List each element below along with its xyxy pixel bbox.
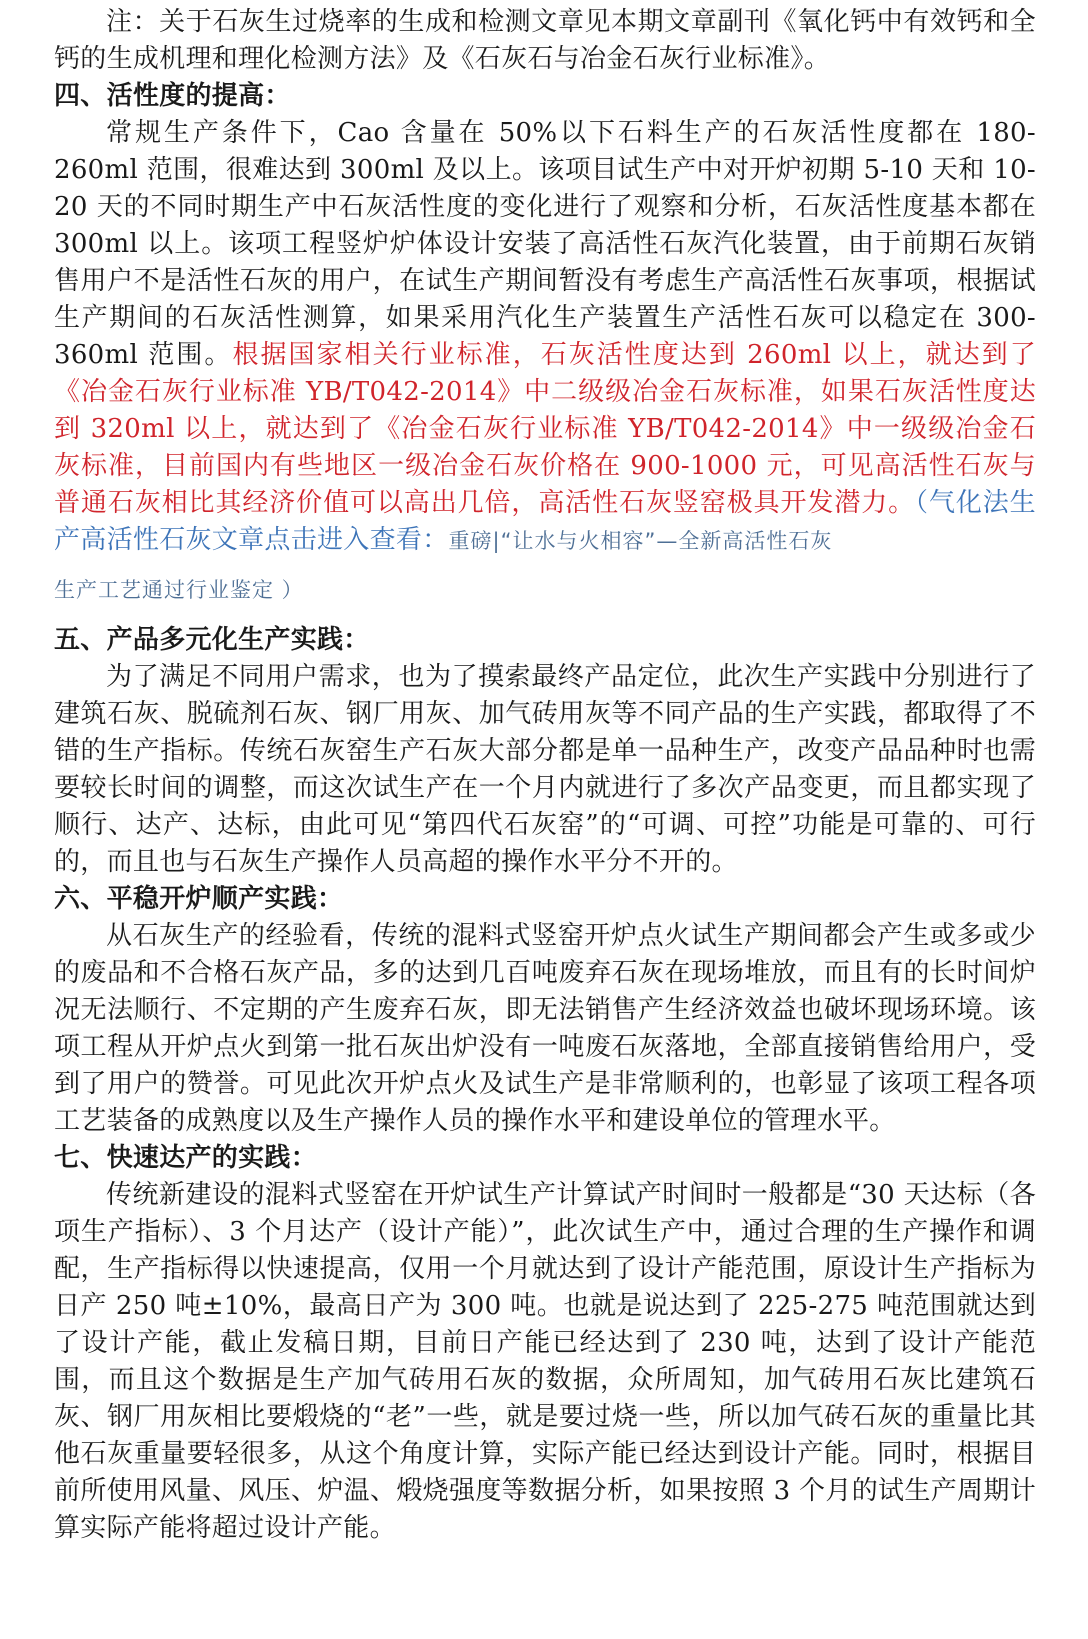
section-4-body-text: 常规生产条件下，Cao 含量在 50%以下石料生产的石灰活性度都在 180-260ml 范围，很难达到 300ml 及以上。该项目试生产中对开炉初期 5-10 天和 10-20 天的不同时期生产中石灰活性度的变化进行了观察和分析，石灰活性度基本都在 300ml 以上。该项工程竖炉炉体设计安装了高活性石灰汽化装置，由于前期石灰销售用户不是活性石灰的用户，在试生产期间暂没有考虑生产高活性石灰事项，根据试生产期间的石灰活性测算，如果采用汽化生产装置生产活性石灰可以稳定在 300-360ml 范围。 [54,118,1036,370]
section-4-article-link[interactable]: 重磅|“让水与火相容”—全新高活性石灰 [448,529,833,553]
section-5-heading: 五、产品多元化生产实践： [54,625,370,655]
section-4-link-prefix: （气化法生产高活性石灰文章点击进入查看： [54,488,1036,555]
note-paragraph: 注：关于石灰生过烧率的生成和检测文章见本期文章副刊《氧化钙中有效钙和全钙的生成机理和理化检测方法》及《石灰石与冶金石灰行业标准》。 [54,7,1036,74]
section-7-heading: 七、快速达产的实践： [54,1143,318,1173]
section-7-body: 传统新建设的混料式竖窑在开炉试生产计算试产时间时一般都是“30 天达标（各项生产指标）、3 个月达产（设计产能）”，此次试生产中，通过合理的生产操作和调配，生产指标得以快速提高，仅用一个月就达到了设计产能范围，原设计生产指标为日产 250 吨±10%，最高日产为 300 吨。也就是说达到了 225-275 吨范围就达到了设计产能，截止发稿日期，目前日产能已经达到了 230 吨，达到了设计产能范围，而且这个数据是生产加气砖用石灰的数据，众所周知，加气砖用石灰比建筑石灰、钢厂用灰相比要煅烧的“老”一些，就是要过烧一些，所以加气砖石灰的重量比其他石灰重量要轻很多，从这个角度计算，实际产能已经达到设计产能。同时，根据目前所使用风量、风压、炉温、煅烧强度等数据分析，如果按照 3 个月的试生产周期计算实际产能将超过设计产能。 [54,1180,1036,1543]
section-6-body: 从石灰生产的经验看，传统的混料式竖窑开炉点火试生产期间都会产生或多或少的废品和不合格石灰产品，多的达到几百吨废弃石灰在现场堆放，而且有的长时间炉况无法顺行、不定期的产生废弃石灰，即无法销售产生经济效益也破坏现场环境。该项工程从开炉点火到第一批石灰出炉没有一吨废石灰落地，全部直接销售给用户，受到了用户的赞誉。可见此次开炉点火及试生产是非常顺利的，也彰显了该项工程各项工艺装备的成熟度以及生产操作人员的操作水平和建设单位的管理水平。 [54,921,1036,1136]
section-4-link-continuation[interactable]: 生产工艺通过行业鉴定 ） [54,578,304,602]
section-4-body [54,115,1036,560]
section-6-heading: 六、平稳开炉顺产实践： [54,884,344,914]
section-4-heading: 四、活性度的提高： [54,81,291,111]
section-4-highlight-text: 根据国家相关行业标准，石灰活性度达到 260ml 以上，就达到了《冶金石灰行业标准 YB/T042-2014》中二级级冶金石灰标准，如果石灰活性度达到 320ml 以上，就达到了《冶金石灰行业标准 YB/T042-2014》中一级级冶金石灰标准，目前国内有些地区一级冶金石灰价格在 900-1000 元，可见高活性石灰与普通石灰相比其经济价值可以高出几倍，高活性石灰竖窑极具开发潜力。 [54,340,1037,518]
section-5-body: 为了满足不同用户需求，也为了摸索最终产品定位，此次生产实践中分别进行了建筑石灰、脱硫剂石灰、钢厂用灰、加气砖用灰等不同产品的生产实践，都取得了不错的生产指标。传统石灰窑生产石灰大部分都是单一品种生产，改变产品品种时也需要较长时间的调整，而这次试生产在一个月内就进行了多次产品变更，而且都实现了顺行、达产、达标，由此可见“第四代石灰窑”的“可调、可控”功能是可靠的、可行的，而且也与石灰生产操作人员高超的操作水平分不开的。 [54,662,1036,877]
